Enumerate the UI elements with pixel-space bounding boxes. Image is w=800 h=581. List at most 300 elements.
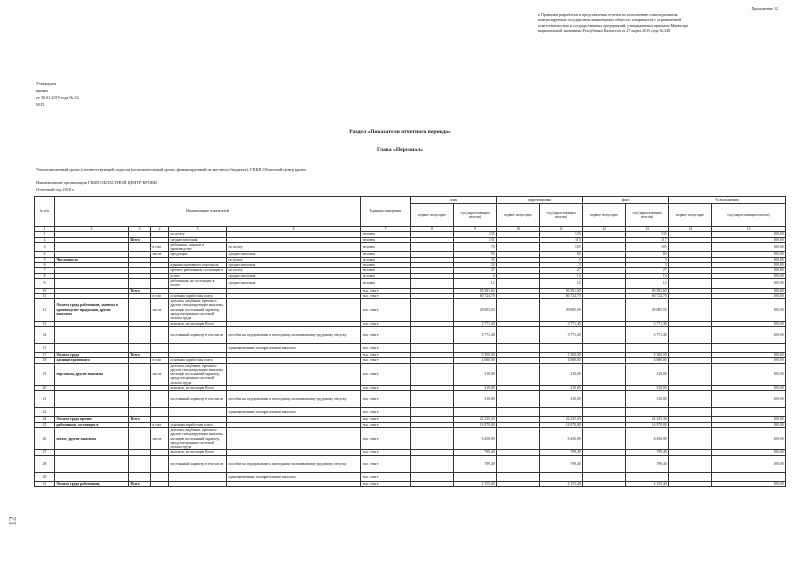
cell-v14 (669, 391, 712, 408)
cell-v11: 14 979,00 (540, 422, 583, 427)
cell-v11: 84 (540, 252, 583, 257)
column-number: 1 (35, 227, 55, 232)
cell-c3: числе (151, 363, 169, 385)
cell-c4: административного персонала (169, 263, 227, 268)
cell-v15: 100,00 (712, 268, 786, 273)
cell-c1: Оплата труда работников, (55, 481, 129, 486)
cell-v13: 105 (626, 242, 669, 252)
appendix-line: к Правилам разработки и представления отчетов по исполнению планов развития (538, 11, 678, 17)
cell-n: 17 (35, 352, 55, 357)
cell-c3: числе (151, 299, 169, 321)
header-year-total: год (нарастающим итогом) (540, 204, 583, 227)
appendix-block (538, 6, 778, 34)
cell-unit: тыс. тенге (361, 422, 411, 427)
cell-v15: 100,00 (712, 391, 786, 408)
cell-v15 (712, 343, 786, 352)
cell-c1 (55, 343, 129, 352)
cell-v9: 3 771,40 (454, 326, 497, 343)
cell-v13 (626, 408, 669, 417)
cell-n: 11 (35, 293, 55, 298)
cell-c5 (227, 299, 361, 321)
column-number: 2 (55, 227, 129, 232)
cell-unit: человек (361, 252, 411, 257)
header-num: № п/п (35, 197, 55, 227)
cell-v8 (411, 242, 454, 252)
cell-v14 (669, 343, 712, 352)
cell-v10 (497, 391, 540, 408)
cell-c1: Оплата труда прочих (55, 417, 129, 422)
cell-v9: 70 (454, 242, 497, 252)
cell-v9: 4 155,40 (454, 481, 497, 486)
cell-v14 (669, 326, 712, 343)
cell-v15: 100,00 (712, 263, 786, 268)
cell-c4 (169, 408, 227, 417)
cell-v11: 12 (540, 278, 583, 288)
cell-c4: выплаты, не носящие Всего (169, 450, 227, 455)
cell-v15: 100,00 (712, 481, 786, 486)
cell-v11: 113 (540, 237, 583, 242)
cell-v8 (411, 278, 454, 288)
cell-v13: 14 (626, 273, 669, 278)
cell-n: 24 (35, 417, 55, 422)
header-year-total: год (нарастающим итогом) (454, 204, 497, 227)
cell-c4: выплаты, не носящие Всего (169, 386, 227, 391)
cell-v10 (497, 299, 540, 321)
cell-v9: 135 (454, 232, 497, 237)
table-row (35, 242, 786, 252)
cell-v11: 60 724,70 (540, 293, 583, 298)
section-title: Раздел «Показатели отчетного периода» (349, 129, 451, 135)
cell-c3: числе (151, 427, 169, 449)
cell-c4: постоянный характер в том числе (169, 391, 227, 408)
cell-c1: работников, состоящих в (55, 422, 129, 427)
cell-unit: человек (361, 278, 411, 288)
cell-v12 (583, 326, 626, 343)
organization-name: Наименование организации ГККП ОБЛАСТНОЙ ЦЕНТР КРОВИ (36, 180, 157, 185)
cell-v9: 799,40 (454, 450, 497, 455)
cell-c3: в том (151, 293, 169, 298)
cell-v8 (411, 391, 454, 408)
cell-v13: 6 456,90 (626, 427, 669, 449)
cell-n: 27 (35, 450, 55, 455)
cell-v9 (454, 343, 497, 352)
cell-unit: тыс. тенге (361, 343, 411, 352)
cell-v9: 29 085,50 (454, 299, 497, 321)
cell-v10 (497, 481, 540, 486)
column-number: 5 (169, 227, 227, 232)
cell-c1 (55, 278, 129, 288)
cell-c2 (129, 427, 151, 449)
cell-v8 (411, 326, 454, 343)
cell-v13: 799,40 (626, 455, 669, 472)
cell-unit: тыс. тенге (361, 321, 411, 326)
cell-unit: тыс. тенге (361, 326, 411, 343)
cell-unit: человек (361, 263, 411, 268)
cell-v13: 27 (626, 268, 669, 273)
cell-v8 (411, 472, 454, 481)
cell-unit: тыс. тенге (361, 391, 411, 408)
cell-v11: 27 (540, 268, 583, 273)
cell-c4: основная заработная плата (169, 358, 227, 363)
cell-v15: 100,00 (712, 278, 786, 288)
cell-v11: 799,40 (540, 450, 583, 455)
cell-v14 (669, 363, 712, 385)
column-number: 9 (454, 227, 497, 232)
cell-v10 (497, 278, 540, 288)
cell-unit: тыс. тенге (361, 427, 411, 449)
table-row (35, 343, 786, 352)
header-first-half: первое полугодие (583, 204, 626, 227)
cell-n: 7 (35, 268, 55, 273)
cell-n: 26 (35, 427, 55, 449)
cell-c5: среднесписочная (227, 278, 361, 288)
cell-v13: 3 771,40 (626, 321, 669, 326)
cell-v11: 14 (540, 273, 583, 278)
header-fact: факт (583, 197, 669, 204)
cell-v14 (669, 472, 712, 481)
cell-v10 (497, 408, 540, 417)
cell-c2 (129, 278, 151, 288)
cell-unit: тыс. тенге (361, 363, 411, 385)
cell-v12 (583, 481, 626, 486)
cell-v15: 100,00 (712, 273, 786, 278)
cell-v11 (540, 408, 583, 417)
cell-c2 (129, 455, 151, 472)
cell-v14 (669, 427, 712, 449)
appendix-line: контролируемых государством акционерных обществ, товариществ с ограниченной (538, 17, 682, 23)
cell-v11: 5 300,00 (540, 352, 583, 357)
cell-c5: единовременные поощрительные выплаты (227, 472, 361, 481)
cell-v10 (497, 326, 540, 343)
cell-v11 (540, 472, 583, 481)
column-number: 11 (540, 227, 583, 232)
cell-v13: 22 235,30 (626, 417, 669, 422)
cell-v15: 100,00 (712, 252, 786, 257)
table-row (35, 472, 786, 481)
cell-v9: 35 (454, 257, 497, 262)
cell-n: 1 (35, 232, 55, 237)
appendix-line: ответственностью и государственных предприятий, утвержденным приказом Министра (538, 22, 688, 28)
cell-v13: 4 155,40 (626, 481, 669, 486)
cell-v8 (411, 427, 454, 449)
cell-c3 (151, 391, 169, 408)
cell-c1 (55, 472, 129, 481)
cell-n: 12 (35, 299, 55, 321)
cell-v10 (497, 472, 540, 481)
cell-c3 (151, 408, 169, 417)
cell-unit: человек (361, 268, 411, 273)
cell-c5 (227, 481, 361, 486)
personnel-table (34, 196, 786, 487)
cell-unit: тыс. тенге (361, 352, 411, 357)
cell-v9: 310,00 (454, 391, 497, 408)
cell-v13: 3 771,40 (626, 326, 669, 343)
cell-v8 (411, 481, 454, 486)
cell-c5: среднесписочная (227, 263, 361, 268)
approval-block (36, 80, 79, 108)
cell-v9 (454, 472, 497, 481)
cell-v9: 20 (454, 263, 497, 268)
cell-v13 (626, 343, 669, 352)
cell-v9: 14 979,00 (454, 422, 497, 427)
cell-v13: 799,40 (626, 450, 669, 455)
cell-v10 (497, 363, 540, 385)
cell-v14 (669, 242, 712, 252)
cell-c5: среднесписочная (227, 273, 361, 278)
approval-line: Утвержден (36, 81, 56, 86)
column-number: 3 (129, 227, 151, 232)
cell-c1 (55, 242, 129, 252)
table-row (35, 326, 786, 343)
table-row (35, 391, 786, 408)
cell-v9: 310,00 (454, 363, 497, 385)
approval-line: приказ (36, 88, 49, 93)
header-year-total: год (нарастающим итогом) (626, 204, 669, 227)
cell-c3 (151, 278, 169, 288)
cell-unit: тыс. тенге (361, 455, 411, 472)
cell-v13: 5 300,00 (626, 352, 669, 357)
table-row (35, 481, 786, 486)
cell-v14 (669, 299, 712, 321)
cell-v14 (669, 278, 712, 288)
chapter-title: Глава «Персонал» (376, 147, 424, 153)
header-first-half: первое полугодие (497, 204, 540, 227)
cell-n: 19 (35, 363, 55, 385)
table-row (35, 278, 786, 288)
column-number: 8 (411, 227, 454, 232)
cell-v12 (583, 455, 626, 472)
cell-c3 (151, 472, 169, 481)
table-row (35, 455, 786, 472)
cell-v11: 22 235,30 (540, 417, 583, 422)
cell-c2: Всего (129, 417, 151, 422)
cell-c1 (55, 455, 129, 472)
cell-v13: 3 (626, 263, 669, 268)
cell-c4: среднесписочная (169, 237, 227, 242)
column-number: 14 (669, 227, 712, 232)
cell-c5 (227, 363, 361, 385)
cell-c4: выплаты, не носящие Всего (169, 321, 227, 326)
cell-c2 (129, 472, 151, 481)
cell-c4: штате (169, 273, 227, 278)
cell-unit: тыс. тенге (361, 358, 411, 363)
cell-c4: продукции (169, 252, 227, 257)
cell-c4: доплаты, надбавки, премии и другие стимулирующие выплаты, носящие постоянный характер, предусмотренные системой оплаты труда (169, 363, 227, 385)
cell-v11: 105 (540, 242, 583, 252)
cell-v13: 60 724,70 (626, 293, 669, 298)
cell-v13: 310,00 (626, 386, 669, 391)
cell-v10 (497, 427, 540, 449)
cell-c5: пособие на оздоровление к ежегодному оплачиваемому трудовому отпуску (227, 391, 361, 408)
cell-c4 (169, 343, 227, 352)
column-number: 7 (361, 227, 411, 232)
cell-v15: 100,00 (712, 237, 786, 242)
cell-v13: 310,00 (626, 363, 669, 385)
cell-unit: тыс. тенге (361, 481, 411, 486)
cell-v14 (669, 408, 712, 417)
cell-c5: единовременные поощрительные выплаты (227, 343, 361, 352)
cell-v13: 3 (626, 257, 669, 262)
cell-v9: 799,40 (454, 455, 497, 472)
cell-v11: 799,40 (540, 455, 583, 472)
cell-v11: 3 (540, 263, 583, 268)
cell-unit: человек (361, 237, 411, 242)
cell-unit: тыс. тенге (361, 293, 411, 298)
cell-v9: 37 (454, 268, 497, 273)
cell-v12 (583, 427, 626, 449)
cell-v8 (411, 299, 454, 321)
cell-v12 (583, 472, 626, 481)
cell-unit: тыс. тенге (361, 386, 411, 391)
cell-n: 28 (35, 455, 55, 472)
cell-unit: человек (361, 242, 411, 252)
cell-c3: в том (151, 422, 169, 427)
cell-unit: тыс. тенге (361, 288, 411, 293)
cell-v9: 4 680,00 (454, 358, 497, 363)
cell-c5: по штату (227, 257, 361, 262)
header-first-half: первое полугодие (669, 204, 712, 227)
cell-unit: человек (361, 257, 411, 262)
column-number: 12 (583, 227, 626, 232)
cell-v15: 100,00 (712, 455, 786, 472)
cell-c5: пособие на оздоровление к ежегодному оплачиваемому трудовому отпуску (227, 326, 361, 343)
cell-v13: 14 979,00 (626, 422, 669, 427)
cell-n: 31 (35, 481, 55, 486)
cell-v9: 22 235,30 (454, 417, 497, 422)
cell-c4: по штату (169, 232, 227, 237)
cell-v14 (669, 481, 712, 486)
cell-v15: 100,00 (712, 257, 786, 262)
cell-n: 25 (35, 422, 55, 427)
cell-c5: единовременные поощрительные выплаты (227, 408, 361, 417)
cell-v15 (712, 472, 786, 481)
handwritten-page-mark: 12 (7, 516, 18, 526)
cell-n: 15 (35, 343, 55, 352)
cell-v15: 100,00 (712, 450, 786, 455)
cell-n: 29 (35, 472, 55, 481)
cell-c2 (129, 391, 151, 408)
header-unit: Единица измерения (361, 197, 411, 227)
cell-v15: 100,00 (712, 321, 786, 326)
cell-v10 (497, 343, 540, 352)
cell-v15: 100,00 (712, 386, 786, 391)
cell-v11: 6 456,90 (540, 427, 583, 449)
cell-v9: 5 300,00 (454, 352, 497, 357)
cell-c2 (129, 242, 151, 252)
cell-v12 (583, 278, 626, 288)
cell-v15: 100,00 (712, 242, 786, 252)
cell-c4 (169, 472, 227, 481)
cell-c4: работников, не состоящих в штате (169, 278, 227, 288)
cell-c2: Всего (129, 481, 151, 486)
cell-v9: 310,00 (454, 386, 497, 391)
cell-v8 (411, 343, 454, 352)
cell-c2 (129, 299, 151, 321)
cell-n: 10 (35, 288, 55, 293)
cell-v15: 100,00 (712, 352, 786, 357)
cell-v13: 117 (626, 237, 669, 242)
cell-v15: 100,00 (712, 427, 786, 449)
cell-c1: Численность (55, 257, 129, 262)
cell-c2: Всего (129, 352, 151, 357)
cell-n: 22 (35, 408, 55, 417)
cell-v11: 93 581,60 (540, 288, 583, 293)
cell-v10 (497, 242, 540, 252)
cell-c3 (151, 326, 169, 343)
column-number: 15 (712, 227, 786, 232)
cell-unit: тыс. тенге (361, 450, 411, 455)
cell-v13: 84 (626, 252, 669, 257)
cell-c1: персонала, другие выплаты (55, 363, 129, 385)
cell-v11: 3 (540, 257, 583, 262)
cell-v15: 100,00 (712, 293, 786, 298)
approval-line: М.П. (36, 102, 45, 107)
cell-v15: 100,00 (712, 417, 786, 422)
cell-v12 (583, 391, 626, 408)
cell-c1 (55, 408, 129, 417)
cell-v11: 310,00 (540, 386, 583, 391)
cell-v11: 310,00 (540, 391, 583, 408)
table-row (35, 408, 786, 417)
cell-unit: человек (361, 232, 411, 237)
cell-n: 13 (35, 321, 55, 326)
cell-c2 (129, 408, 151, 417)
cell-c1: штате, другие выплаты (55, 427, 129, 449)
cell-v11: 135 (540, 232, 583, 237)
cell-v15: 100,00 (712, 288, 786, 293)
cell-v13: 310,00 (626, 391, 669, 408)
cell-v11: 3 771,40 (540, 321, 583, 326)
table-row (35, 299, 786, 321)
cell-n: 20 (35, 386, 55, 391)
cell-v12 (583, 299, 626, 321)
cell-v13: 93 581,60 (626, 288, 669, 293)
cell-c3 (151, 455, 169, 472)
cell-unit: человек (361, 273, 411, 278)
cell-v10 (497, 455, 540, 472)
cell-c4: доплаты, надбавки, премии и другие стимулирующие выплаты, носящие постоянный характер, предусмотренные системой оплаты труда (169, 299, 227, 321)
cell-v15: 100,00 (712, 422, 786, 427)
cell-v8 (411, 408, 454, 417)
table-body (35, 232, 786, 487)
cell-v15: 100,00 (712, 358, 786, 363)
cell-n: 21 (35, 391, 55, 408)
cell-n: 2 (35, 237, 55, 242)
header-plan: план (411, 197, 497, 204)
cell-n: 5 (35, 257, 55, 262)
cell-v9: 3 771,40 (454, 321, 497, 326)
cell-c4: доплаты, надбавки, премии и другие стимулирующие выплаты, носящие постоянный характер, предусмотренные системой оплаты труда (169, 427, 227, 449)
cell-v13: 4 680,00 (626, 358, 669, 363)
cell-unit: тыс. тенге (361, 408, 411, 417)
cell-v15: 100,00 (712, 363, 786, 385)
cell-v12 (583, 408, 626, 417)
cell-c4: постоянный характер в том числе (169, 326, 227, 343)
cell-v11: 3 771,40 (540, 326, 583, 343)
cell-c3: в том (151, 242, 169, 252)
cell-v13: 12 (626, 278, 669, 288)
cell-v13 (626, 472, 669, 481)
cell-v11: 310,00 (540, 363, 583, 385)
cell-n: 4 (35, 252, 55, 257)
cell-n: 6 (35, 263, 55, 268)
table-row (35, 427, 786, 449)
cell-c4: прочего работников, состоящих в (169, 268, 227, 273)
cell-c3 (151, 481, 169, 486)
cell-v15 (712, 408, 786, 417)
header-year-total: год (нарастающим итогом) (712, 204, 786, 227)
cell-v9: 12 (454, 278, 497, 288)
